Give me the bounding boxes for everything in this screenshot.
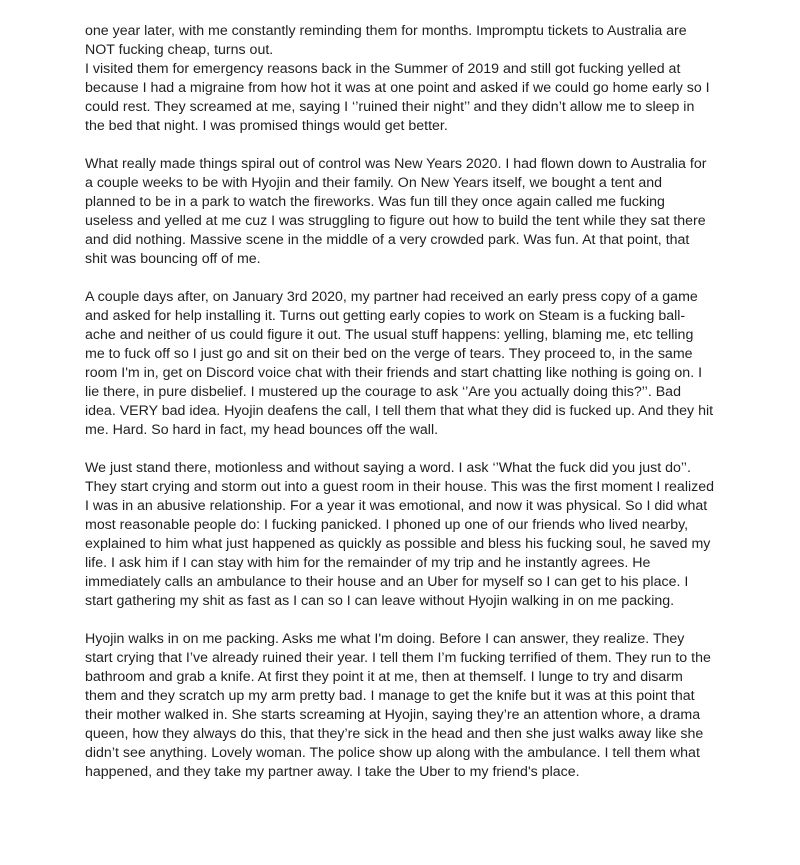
- paragraph-2: What really made things spiral out of control was New Years 2020. I had flown down to Australia for a couple weeks to be with Hyojin and their family. On New Years itself, we bought a tent and planned to be in a park to watch the fireworks. Was fun till they once again called me fucking useless and yelled at me cuz I was struggling to figure out how to build the tent while they sat there and did nothing. Massive scene in the middle of a very crowded park. Was fun. At that point, that shit was bouncing off of me.: [85, 156, 707, 267]
- document-body: [85, 22, 715, 782]
- paragraph-5: Hyojin walks in on me packing. Asks me what I'm doing. Before I can answer, they realize. They start crying that I’ve already ruined their year. I tell them I’m fucking terrified of them. They run to the bathroom and grab a knife. At first they point it at me, then at themself. I lunge to try and disarm them and they scratch up my arm pretty bad. I manage to get the knife but it was at this point that their mother walked in. She starts screaming at Hyojin, saying they’re an attention whore, a drama queen, how they always do this, that they’re sick in the head and then she just walks away like she didn’t see anything. Lovely woman. The police show up along with the ambulance. I tell them what happened, and they take my partner away. I take the Uber to my friend's place.: [85, 631, 711, 780]
- paragraph-3: A couple days after, on January 3rd 2020, my partner had received an early press copy of a game and asked for help installing it. Turns out getting early copies to work on Steam is a fucking ball-ache and neither of us could figure it out. The usual stuff happens: yelling, blaming me, etc telling me to fuck off so I just go and sit on their bed on the verge of tears. They proceed to, in the same room I'm in, get on Discord voice chat with their friends and start chatting like nothing is going on. I lie there, in pure disbelief. I mustered up the courage to ask ‘’Are you actually doing this?’’. Bad idea. VERY bad idea. Hyojin deafens the call, I tell them that what they did is fucked up. And they hit me. Hard. So hard in fact, my head bounces off the wall.: [85, 289, 714, 438]
- paragraph-4: We just stand there, motionless and without saying a word. I ask ‘’What the fuck did you just do’’. They start crying and storm out into a guest room in their house. This was the first moment I realized I was in an abusive relationship. For a year it was emotional, and now it was physical. So I did what most reasonable people do: I fucking panicked. I phoned up one of our friends who lived nearby, explained to him what just happened as quickly as possible and bless his fucking soul, he saved my life. I ask him if I can stay with him for the remainder of my trip and he instantly agrees. He immediately calls an ambulance to their house and an Uber for myself so I can get to his place. I start gathering my shit as fast as I can so I can leave without Hyojin walking in on me packing.: [85, 460, 714, 609]
- paragraph-1: one year later, with me constantly reminding them for months. Impromptu tickets to Australia are NOT fucking cheap, turns out. I visited them for emergency reasons back in the Summer of 2019 and still got fucking yelled at because I had a migraine from how hot it was at one point and asked if we could go home early so I could rest. They screamed at me, saying I ‘’ruined their night’’ and they didn’t allow me to sleep in the bed that night. I was promised things would get better.: [85, 23, 710, 134]
